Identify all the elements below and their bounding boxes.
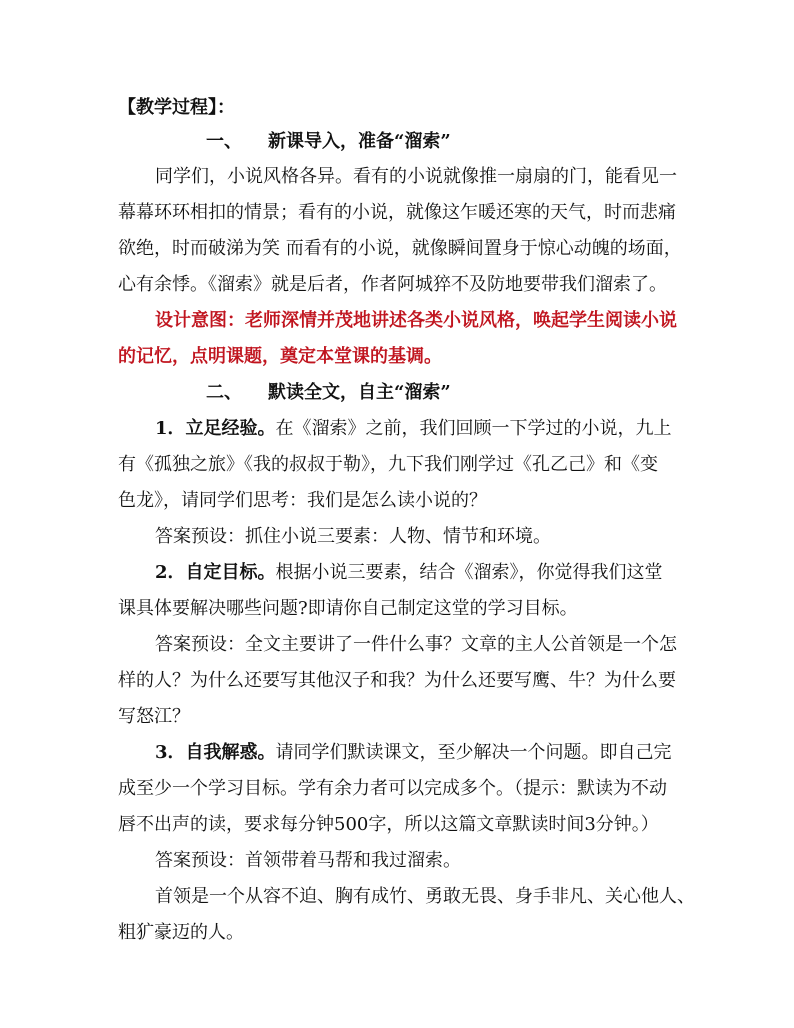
- design-intent-line: 设计意图：老师深情并茂地讲述各类小说风格，唤起学生阅读小说: [155, 310, 677, 331]
- part1-para-line: 欲绝，时而破涕为笑 而看有的小说，就像瞬间置身于惊心动魄的场面，: [118, 238, 682, 259]
- item3-followup-line: 首领是一个从容不迫、胸有成竹、勇敢无畏、身手非凡、关心他人、: [155, 886, 695, 907]
- section-title: 【教学过程】：: [118, 97, 235, 118]
- item3-lead: 3．自我解惑。: [155, 742, 276, 763]
- design-intent-line: 的记忆，点明课题，奠定本堂课的基调。: [118, 346, 442, 367]
- item1-line: [155, 417, 725, 441]
- item2-text: 根据小说三要素，结合《溜索》，你觉得我们这堂: [275, 562, 663, 583]
- item2-line: [155, 561, 725, 585]
- item1-answer: 答案预设：抓住小说三要素：人物、情节和环境。: [155, 526, 551, 547]
- part1-para-line: 心有余悸。《溜索》就是后者，作者阿城猝不及防地要带我们溜索了。: [118, 274, 667, 295]
- item2-answer-line: 答案预设：全文主要讲了一件什么事？文章的主人公首领是一个怎: [155, 634, 677, 655]
- item3-answer: 答案预设：首领带着马帮和我过溜索。: [155, 850, 461, 871]
- part1-title: 新课导入，准备“溜索”: [268, 131, 451, 152]
- item2-line: 课具体要解决哪些问题?即请你自己制定这堂的学习目标。: [118, 598, 578, 619]
- item2-answer-line: 样的人？为什么还要写其他汉子和我？为什么还要写鹰、牛？为什么要: [118, 670, 676, 691]
- part1-heading: [206, 130, 776, 154]
- item2-answer-line: 写怒江？: [118, 706, 190, 727]
- part2-title: 默读全文，自主“溜索”: [268, 382, 451, 403]
- part2-number: 二、: [206, 382, 242, 403]
- part1-number: 一、: [206, 131, 242, 152]
- part1-para-line: 幕幕环环相扣的情景；看有的小说，就像这乍暖还寒的天气，时而悲痛: [118, 202, 676, 223]
- item3-line: [155, 741, 725, 765]
- part1-para-line: 同学们，小说风格各异。看有的小说就像推一扇扇的门，能看见一: [155, 166, 677, 187]
- item2-lead: 2．自定目标。: [155, 562, 276, 583]
- item1-lead: 1．立足经验。: [155, 418, 276, 439]
- item1-line: 色龙》，请同学们思考：我们是怎么读小说的？: [118, 490, 487, 511]
- item1-text: 在《溜索》之前，我们回顾一下学过的小说，九上: [275, 418, 672, 439]
- item3-line: 成至少一个学习目标。学有余力者可以完成多个。（提示：默读为不动: [118, 778, 667, 799]
- item1-line: 有《孤独之旅》《我的叔叔于勒》，九下我们刚学过《孔乙己》和《变: [118, 454, 658, 475]
- item3-followup-line: 粗犷豪迈的人。: [118, 922, 244, 943]
- item3-line: 唇不出声的读，要求每分钟500字，所以这篇文章默读时间3分钟。）: [118, 814, 659, 835]
- part2-heading: [206, 381, 776, 405]
- item3-text: 请同学们默读课文，至少解决一个问题。即自己完: [275, 742, 672, 763]
